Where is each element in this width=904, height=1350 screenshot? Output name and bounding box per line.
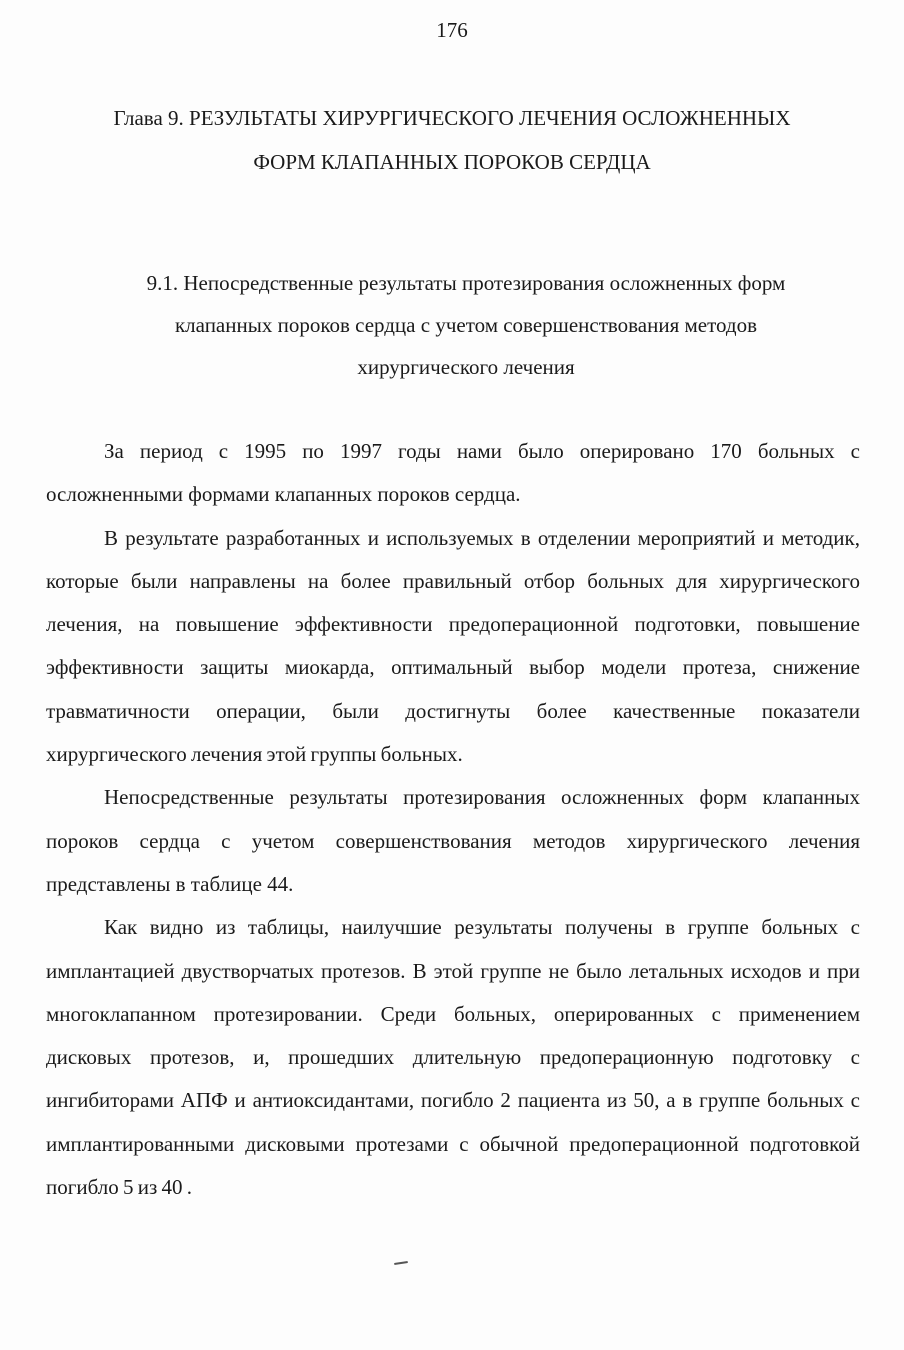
section-title xyxy=(60,262,872,388)
section-title-line-2: клапанных пороков сердца с учетом совершенствования методов xyxy=(174,313,758,337)
section-title-line-1: 9.1. Непосредственные результаты протезирования осложненных форм xyxy=(146,271,786,295)
paragraph-4: Как видно из таблицы, наилучшие результаты получены в группе больных с имплантацией двустворчатых протезов. В этой группе не было летальных исходов и при многоклапанном протезировании. Среди больных, оперированных с применением дисковых протезов, и, прошедших длительную предоперационную подготовку с ингибиторами АПФ и антиоксидантами, погибло 2 пациента из 50, а в группе больных с имплантированными дисковыми протезами с обычной предоперационной подготовкой погибло 5 из 40 . xyxy=(46,915,860,1200)
paragraph-3: Непосредственные результаты протезирования осложненных форм клапанных пороков сердца с учетом совершенствования методов хирургического лечения представлены в таблице 44. xyxy=(46,785,860,896)
page-number: 176 xyxy=(436,18,468,42)
section-title-line-3: хирургического лечения xyxy=(357,355,575,379)
chapter-title-line-2: ФОРМ КЛАПАННЫХ ПОРОКОВ СЕРДЦА xyxy=(253,150,651,174)
paragraph-2: В результате разработанных и используемых в отделении мероприятий и методик, которые были направлены на более правильный отбор больных для хирургического лечения, на повышение эффективности предоперационной подготовки, повышение эффективности защиты миокарда, оптимальный выбор модели протеза, снижение травматичности операции, были достигнуты более качественные показатели хирургического лечения этой группы больных. xyxy=(46,525,860,767)
scan-artifact-mark xyxy=(394,1261,408,1265)
paragraph-1: За период с 1995 по 1997 годы нами было оперировано 170 больных с осложненными формами клапанных пороков сердца. xyxy=(46,439,860,507)
body-text xyxy=(46,430,860,1209)
chapter-title xyxy=(40,96,864,184)
chapter-title-line-1: Глава 9. РЕЗУЛЬТАТЫ ХИРУРГИЧЕСКОГО ЛЕЧЕНИЯ ОСЛОЖНЕННЫХ xyxy=(113,106,791,130)
